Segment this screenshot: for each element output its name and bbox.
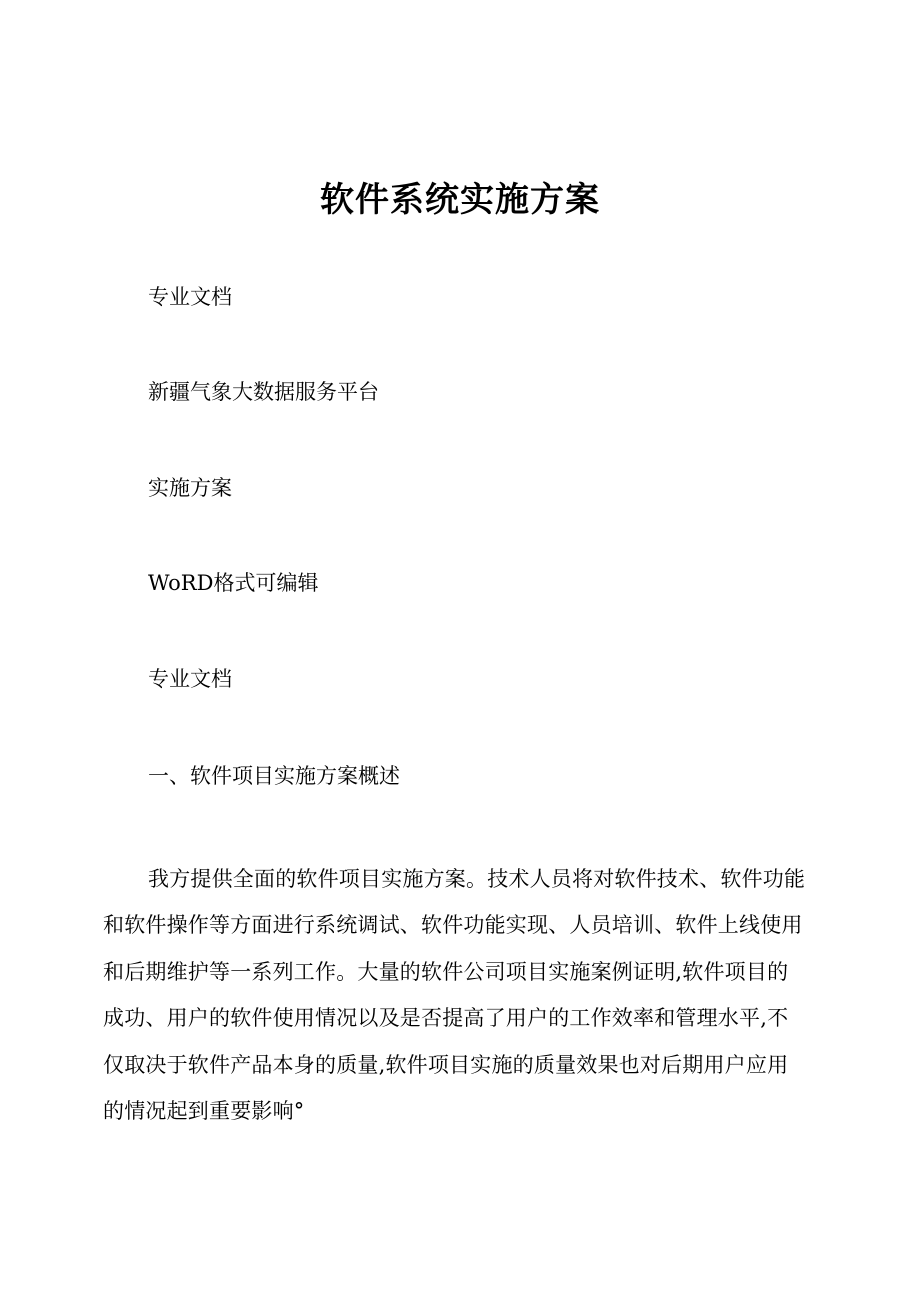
- label-professional-doc: 专业文档: [148, 285, 232, 309]
- paragraph-row: 成功、用户的软件使用情况以及是否提高了用户的工作效率和管理水平,不: [103, 1006, 789, 1031]
- paragraph-row: 仅取决于软件产品本身的质量,软件项目实施的质量效果也对后期用户应用: [103, 1052, 789, 1077]
- paragraph-row: 我方提供全面的软件项目实施方案。技术人员将对软件技术、软件功能: [148, 867, 806, 891]
- paragraph-row: 和后期维护等一系列工作。大量的软件公司项目实施案例证明,软件项目的: [103, 959, 789, 984]
- format-note: WoRD格式可编辑: [148, 571, 319, 595]
- paragraph-row: 和软件操作等方面进行系统调试、软件功能实现、人员培训、软件上线使用: [103, 913, 803, 938]
- subtitle-implementation-plan: 实施方案: [148, 476, 232, 500]
- paragraph-row: 的情况起到重要影响°: [103, 1099, 305, 1124]
- label-professional-doc-2: 专业文档: [148, 667, 232, 691]
- document-title: 软件系统实施方案: [320, 180, 600, 220]
- overview-paragraph: [103, 856, 821, 1134]
- section-heading-overview: 一、软件项目实施方案概述: [148, 764, 400, 788]
- platform-name: 新疆气象大数据服务平台: [148, 380, 379, 404]
